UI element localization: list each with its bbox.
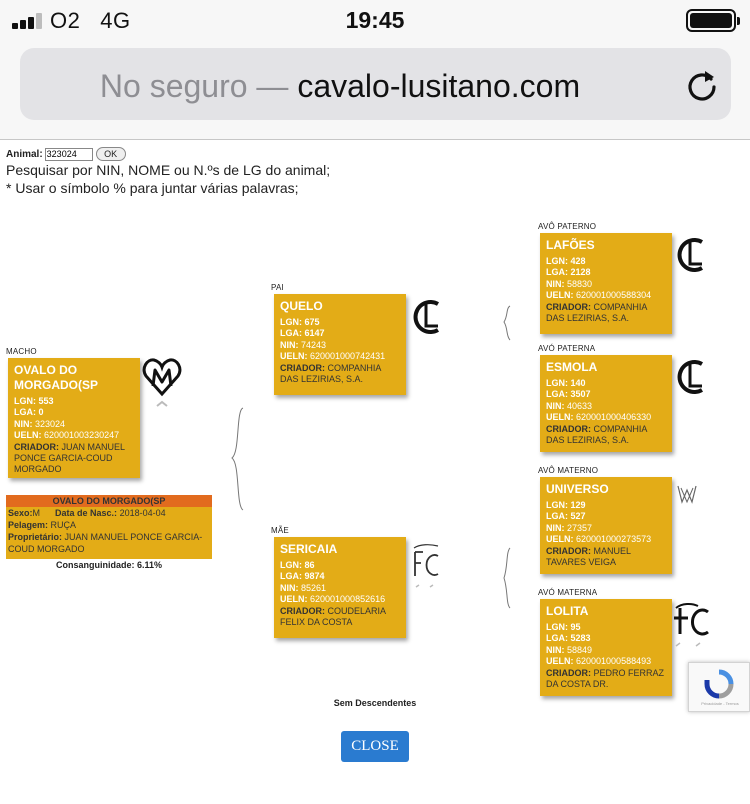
nin-label: NIN: — [546, 400, 565, 411]
address-bar[interactable] — [20, 48, 731, 120]
carrier-name: O2 — [50, 8, 81, 33]
dam-ueln: 620001000852616 — [310, 594, 386, 605]
lgn-label: LGN: — [280, 317, 302, 327]
maternal-granddam-card[interactable] — [540, 599, 672, 696]
browser-toolbar — [0, 40, 750, 140]
ueln-label: UELN: — [546, 534, 574, 545]
paternal-granddam-ueln: 620001000406330 — [576, 412, 652, 423]
lgn-label: LGN: — [280, 560, 302, 570]
summary-title: OVALO DO MORGADO(SP — [6, 495, 212, 507]
paternal-grandsire-criador: COMPANHIA DAS LEZIRIAS, S.A. — [546, 301, 647, 324]
pelagem-label: Pelagem: — [8, 520, 49, 530]
cl-brand-icon — [672, 358, 712, 398]
animal-search — [6, 147, 126, 161]
url-display[interactable] — [20, 68, 660, 105]
reload-icon[interactable] — [684, 67, 720, 103]
criador-label: CRIADOR: — [546, 545, 591, 556]
ok-button[interactable]: OK — [96, 147, 126, 161]
maternal-grandsire-nin: 27357 — [567, 522, 593, 533]
maternal-grandsire-card[interactable] — [540, 477, 672, 574]
paternal-granddam-name[interactable]: ESMOLA — [546, 360, 598, 374]
paternal-granddam-lga: 3507 — [570, 389, 591, 400]
lga-label: LGA: — [14, 407, 36, 418]
heart-m-brand-icon — [141, 356, 183, 410]
cl-brand-icon — [408, 298, 448, 338]
dam-name[interactable]: SERICAIA — [280, 542, 338, 556]
nin-label: NIN: — [546, 644, 565, 655]
maternal-granddam-lga: 5283 — [570, 633, 591, 644]
sire-role: PAI — [271, 283, 284, 292]
data-nasc-label: Data de Nasc.: — [55, 508, 118, 518]
dam-lga: 9874 — [304, 571, 325, 582]
dam-nin: 85261 — [301, 582, 327, 593]
sire-nin: 74243 — [301, 339, 327, 350]
maternal-grandsire-name[interactable]: UNIVERSO — [546, 482, 609, 496]
animal-input[interactable] — [45, 148, 93, 161]
paternal-granddam-card[interactable] — [540, 355, 672, 452]
sire-name[interactable]: QUELO — [280, 299, 323, 313]
ueln-label: UELN: — [280, 351, 308, 362]
lga-label: LGA: — [280, 328, 302, 339]
paternal-granddam-criador: COMPANHIA DAS LEZIRIAS, S.A. — [546, 423, 647, 446]
lgn-label: LGN: — [546, 378, 568, 388]
recaptcha-links[interactable]: Privacidade - Termos — [701, 701, 739, 706]
criador-label: CRIADOR: — [14, 441, 59, 452]
lgn-label: LGN: — [546, 622, 568, 632]
paternal-granddam-role: AVÓ PATERNA — [538, 344, 596, 353]
paternal-grandsire-nin: 58830 — [567, 278, 593, 289]
summary-row-sexo — [6, 507, 212, 519]
paternal-grandsire-lgn: 428 — [570, 256, 586, 266]
summary-row-pelagem — [6, 519, 212, 531]
fc-brand-icon — [410, 542, 442, 592]
nin-label: NIN: — [14, 418, 33, 429]
nin-label: NIN: — [546, 278, 565, 289]
summary-sexo: M — [32, 508, 41, 518]
fc-script-brand-icon — [670, 600, 712, 650]
search-help-line-1: Pesquisar por NIN, NOME ou N.ºs de LG do animal; — [6, 162, 331, 178]
sexo-label: Sexo: — [8, 508, 33, 518]
search-help-line-2: * Usar o símbolo % para juntar várias palavras; — [6, 180, 299, 196]
sire-card[interactable] — [274, 294, 406, 395]
lga-label: LGA: — [546, 389, 568, 400]
summary-row-proprietario — [6, 531, 212, 555]
consanguinidade: Consanguinidade: 6.11% — [55, 560, 163, 570]
lgn-label: LGN: — [14, 396, 36, 406]
paternal-grandsire-lga: 2128 — [570, 267, 591, 278]
sire-lga: 6147 — [304, 328, 325, 339]
url-domain: cavalo-lusitano.com — [297, 68, 581, 104]
paternal-grandsire-role: AVÔ PATERNO — [538, 222, 597, 231]
recaptcha-icon — [702, 668, 736, 700]
animal-summary — [6, 495, 212, 559]
paternal-grandsire-card[interactable] — [540, 233, 672, 334]
nin-label: NIN: — [280, 582, 299, 593]
criador-label: CRIADOR: — [546, 301, 591, 312]
sire-criador: COMPANHIA DAS LEZIRIAS, S.A. — [280, 362, 381, 385]
status-time: 19:45 — [345, 7, 405, 33]
maternal-granddam-ueln: 620001000588493 — [576, 656, 652, 667]
dam-role: MÃE — [271, 526, 289, 535]
summary-proprietario: JUAN MANUEL PONCE GARCIA-COUD MORGADO — [8, 532, 203, 554]
ueln-label: UELN: — [546, 412, 574, 423]
lgn-label: LGN: — [546, 500, 568, 510]
network-type: 4G — [100, 8, 131, 33]
battery-icon — [686, 9, 736, 32]
proprietario-label: Proprietário: — [8, 532, 63, 542]
status-bar — [0, 0, 750, 40]
paternal-granddam-lgn: 140 — [570, 378, 586, 388]
dam-card[interactable] — [274, 537, 406, 638]
no-descendants-text: Sem Descendentes — [333, 698, 417, 708]
maternal-granddam-role: AVÓ MATERNA — [538, 588, 598, 597]
ueln-label: UELN: — [14, 430, 42, 441]
maternal-grandsire-lgn: 129 — [570, 500, 586, 510]
sire-ueln: 620001000742431 — [310, 351, 386, 362]
nin-label: NIN: — [546, 522, 565, 533]
maternal-granddam-lgn: 95 — [570, 622, 581, 632]
summary-data-nasc: 2018-04-04 — [119, 508, 166, 518]
subject-lga: 0 — [38, 407, 44, 418]
maternal-granddam-nin: 58849 — [567, 644, 593, 655]
subject-card[interactable] — [8, 358, 140, 478]
criador-label: CRIADOR: — [280, 605, 325, 616]
criador-label: CRIADOR: — [546, 667, 591, 678]
cl-brand-icon — [672, 236, 712, 276]
maternal-grandsire-lga: 527 — [570, 511, 586, 522]
subject-nin: 323024 — [35, 418, 66, 429]
subject-name[interactable]: OVALO DO MORGADO(SP — [14, 363, 98, 392]
lgn-label: LGN: — [546, 256, 568, 266]
ueln-label: UELN: — [280, 594, 308, 605]
lga-label: LGA: — [280, 571, 302, 582]
close-button[interactable]: CLOSE — [341, 731, 409, 762]
maternal-grandsire-role: AVÔ MATERNO — [538, 466, 599, 475]
subject-ueln: 620001003230247 — [44, 430, 120, 441]
maternal-granddam-name[interactable]: LOLITA — [546, 604, 589, 618]
subject-role: MACHO — [6, 347, 37, 356]
maternal-grandsire-criador: MANUEL TAVARES VEIGA — [546, 545, 631, 568]
maternal-granddam-criador: PEDRO FERRAZ DA COSTA DR. — [546, 667, 665, 690]
lga-label: LGA: — [546, 511, 568, 522]
criador-label: CRIADOR: — [280, 362, 325, 373]
subject-criador: JUAN MANUEL PONCE GARCIA-COUD MORGADO — [14, 441, 125, 475]
ueln-label: UELN: — [546, 656, 574, 667]
animal-label: Animal: — [6, 148, 43, 160]
maternal-grandsire-ueln: 620001000273573 — [576, 534, 652, 545]
dam-criador: COUDELARIA FELIX DA COSTA — [280, 605, 386, 628]
subject-lgn: 553 — [38, 396, 54, 406]
lga-label: LGA: — [546, 633, 568, 644]
summary-pelagem: RUÇA — [50, 520, 77, 530]
mv-brand-icon — [676, 482, 698, 506]
paternal-grandsire-ueln: 620001000588304 — [576, 290, 652, 301]
sire-lgn: 675 — [304, 317, 320, 327]
lga-label: LGA: — [546, 267, 568, 278]
nin-label: NIN: — [280, 339, 299, 350]
ueln-label: UELN: — [546, 290, 574, 301]
dam-lgn: 86 — [304, 560, 315, 570]
paternal-granddam-nin: 40633 — [567, 400, 593, 411]
recaptcha-badge[interactable] — [688, 662, 750, 712]
url-separator: — — [256, 68, 289, 104]
criador-label: CRIADOR: — [546, 423, 591, 434]
insecure-label: No seguro — [99, 68, 248, 104]
paternal-grandsire-name[interactable]: LAFÕES — [546, 238, 595, 252]
